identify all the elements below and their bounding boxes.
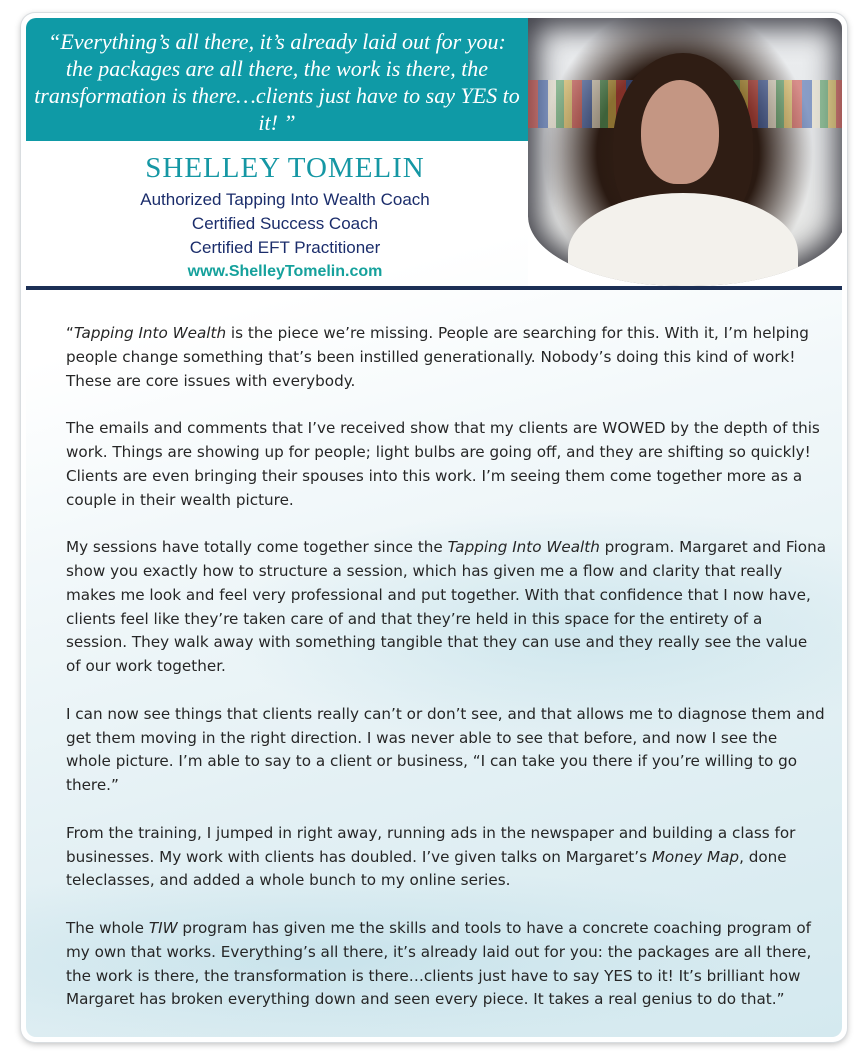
paragraph-6-lead: The whole [66, 918, 149, 937]
paragraph-6 [66, 917, 826, 1012]
pull-quote: “Everything’s all there, it’s already laid out for you: the packages are all there, the work is there, the transformation is there…clients just have to say YES to it! ” [34, 29, 520, 135]
paragraph-3 [66, 536, 826, 679]
paragraph-1-text: is the piece we’re missing. People are searching for this. With it, I’m helping people change something that’s been instilled generationally. Nobody’s doing this kind of work! These are core issues with everybody. [66, 324, 809, 390]
paragraph-3-lead: My sessions have totally come together since the [66, 538, 448, 557]
website-link[interactable]: www.ShelleyTomelin.com [187, 263, 383, 280]
paragraph-6-text: program has given me the skills and tools to have a concrete coaching program of my own that works. Everything’s all there, it’s already laid out for you: the packages are all there, the work is there, the transformation is there…clients just have to say YES to it! It’s brilliant how Margaret has broken everything down and seen every piece. It takes a real genius to do that.” [66, 918, 812, 1009]
paragraph-1 [66, 322, 826, 393]
paragraph-5 [66, 822, 826, 893]
portrait-frame [528, 18, 842, 286]
paragraph-5-text: , done teleclasses, and added a whole bunch to my online series. [66, 847, 787, 890]
coach-name: SHELLEY TOMELIN [145, 152, 425, 184]
testimonial-body [66, 322, 826, 1036]
paragraph-3-text: program. Margaret and Fiona show you exactly how to structure a session, which has given me a flow and clarity that really makes me look and feel very professional and put together. With that confidence that I now have, clients feel like they’re taken care of and that they’re held in this space for the entirety of a session. They walk away with something tangible that they can use and they really see the value of our work together. [66, 538, 827, 676]
portrait-face [641, 80, 719, 184]
paragraph-5-lead: From the training, I jumped in right away, running ads in the newspaper and building a class for businesses. My work with clients has doubled. I’ve given talks on Margaret’s [66, 823, 796, 866]
paragraph-2: The emails and comments that I’ve received show that my clients are WOWED by the depth of this work. Things are showing up for people; light bulbs are going off, and they are shifting so quickly! Clients are even bringing their spouses into this work. I’m seeing them come together more as a couple in their wealth picture. [66, 419, 820, 509]
portrait-photo [528, 18, 842, 286]
portrait-shoulders [568, 193, 798, 286]
paragraph-4: I can now see things that clients really can’t or don’t see, and that allows me to diagnose them and get them moving in the right direction. I was never able to see that before, and now I see the whole picture. I’m able to say to a client or business, “I can take you there if you’re willing to go there.” [66, 704, 825, 795]
credential-success-coach: Certified Success Coach [191, 214, 379, 233]
header-divider [26, 286, 842, 290]
quote-banner [26, 18, 528, 141]
paragraph-6-title: TIW [148, 918, 178, 937]
credential-eft-practitioner: Certified EFT Practitioner [189, 238, 381, 257]
paragraph-5-title: Money Map [651, 847, 740, 866]
paragraph-3-title: Tapping Into Wealth [447, 538, 600, 557]
paragraph-1-open: “ [66, 324, 74, 342]
testimonial-card-inner [26, 18, 842, 1037]
testimonial-card [21, 13, 847, 1042]
credential-authorized-coach: Authorized Tapping Into Wealth Coach [140, 190, 430, 209]
paragraph-1-title: Tapping Into Wealth [73, 324, 227, 342]
